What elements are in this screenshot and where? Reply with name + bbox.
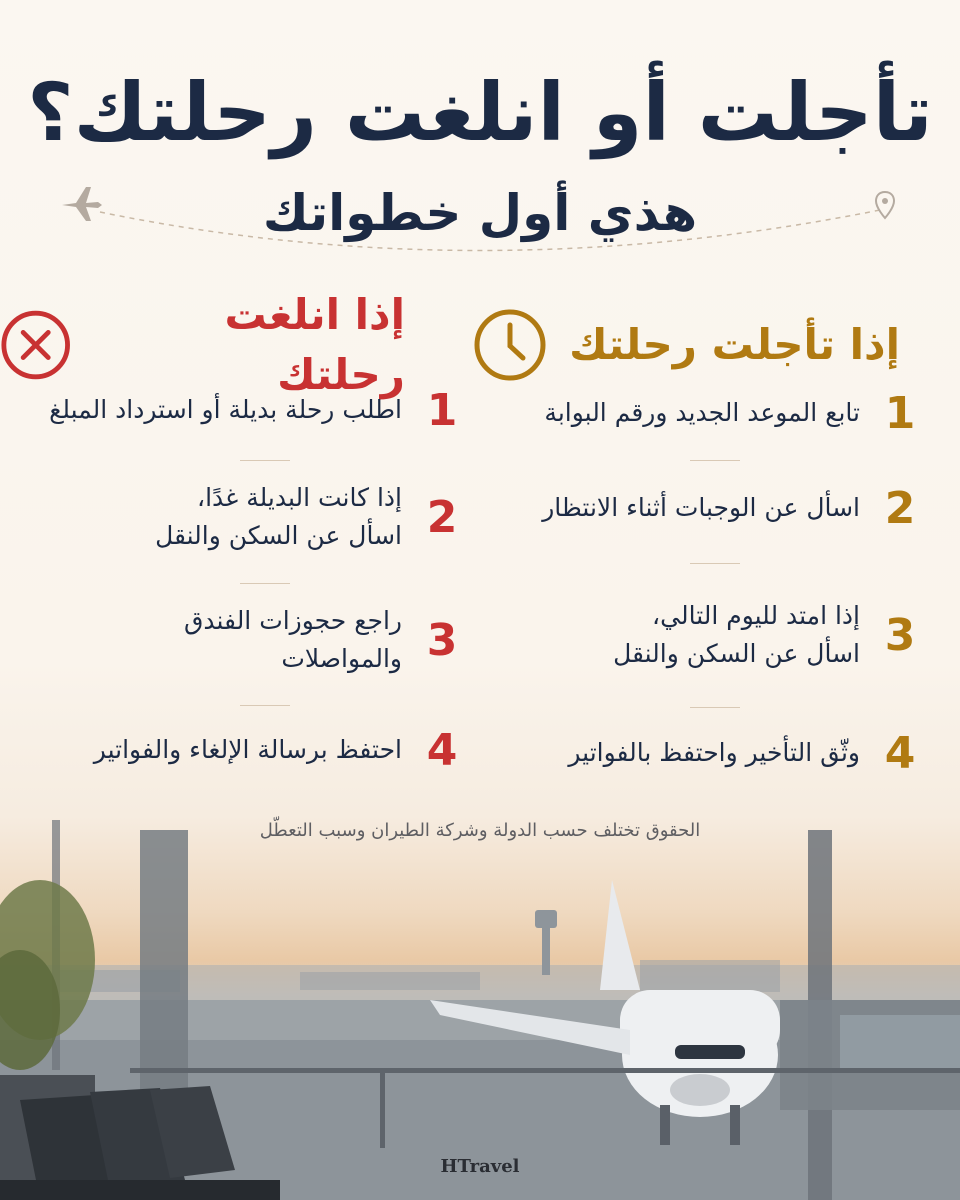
- brand-logo-text: HTravel: [440, 1156, 520, 1177]
- cancelled-item-1: [49, 382, 460, 438]
- cancelled-item-1-text: اطلب رحلة بديلة أو استرداد المبلغ: [49, 395, 402, 424]
- cancelled-item-3-number: 3: [426, 614, 458, 666]
- delayed-item-4: [568, 725, 918, 781]
- cancelled-item-2: [155, 477, 460, 557]
- cancelled-item-4-number: 4: [426, 724, 458, 776]
- divider: [240, 583, 290, 584]
- delayed-item-2-text: اسأل عن الوجبات أثناء الانتظار: [542, 493, 860, 522]
- delayed-item-1-text: تابع الموعد الجديد ورقم البوابة: [544, 398, 860, 427]
- subtitle: هذي أول خطواتك: [262, 184, 698, 242]
- cancelled-item-2-text: إذا كانت البديلة غدًا، اسأل عن السكن والنقل: [155, 483, 402, 550]
- divider: [690, 707, 740, 708]
- delayed-item-2-number: 2: [884, 482, 916, 534]
- delayed-item-3: [613, 595, 918, 675]
- delayed-item-3-number: 3: [884, 609, 916, 661]
- delayed-item-2: [542, 480, 918, 536]
- delayed-item-1: [544, 385, 918, 441]
- x-circle-icon: [0, 308, 71, 382]
- clock-icon: [473, 308, 547, 382]
- divider: [690, 460, 740, 461]
- delayed-heading-text: إذا تأجلت رحلتك: [569, 320, 900, 369]
- footnote: الحقوق تختلف حسب الدولة وشركة الطيران وسبب التعطّل: [259, 820, 701, 841]
- divider: [240, 705, 290, 706]
- page-title: تأجلت أو انلغت رحلتك؟: [27, 66, 933, 159]
- cancelled-item-3: [184, 600, 460, 680]
- cancelled-item-4-text: احتفظ برسالة الإلغاء والفواتير: [93, 735, 402, 764]
- delayed-item-4-text: وثّق التأخير واحتفظ بالفواتير: [568, 738, 860, 767]
- cancelled-item-3-text: راجع حجوزات الفندق والمواصلات: [183, 606, 402, 673]
- divider: [690, 563, 740, 564]
- cancelled-item-4: [94, 722, 460, 778]
- delayed-item-3-text: إذا امتد لليوم التالي، اسأل عن السكن والنقل: [613, 601, 860, 668]
- cancelled-item-1-number: 1: [426, 384, 458, 436]
- delayed-item-1-number: 1: [884, 387, 916, 439]
- delayed-heading: [473, 305, 900, 385]
- divider: [240, 460, 290, 461]
- cancelled-item-2-number: 2: [426, 491, 458, 543]
- cancelled-heading-text: إذا انلغت رحلتك: [224, 290, 405, 399]
- cancelled-heading: [0, 290, 405, 399]
- delayed-item-4-number: 4: [884, 727, 916, 779]
